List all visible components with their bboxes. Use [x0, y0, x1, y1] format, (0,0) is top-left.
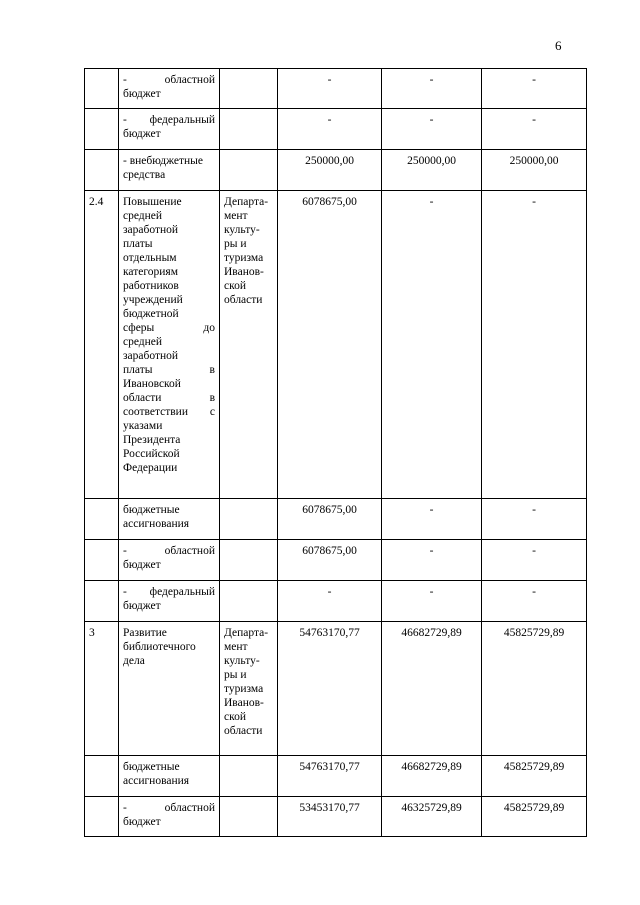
row-name [119, 540, 220, 581]
table-row [85, 540, 587, 581]
row-name-line: Развитие библиотечного дела [123, 627, 196, 667]
row-name-line: указами Президента Российской Федерации [123, 420, 181, 474]
row-number: 3 [85, 622, 119, 756]
row-name [119, 499, 220, 540]
row-name-line: средства [123, 169, 166, 181]
row-value-2: 46325729,89 [382, 797, 482, 837]
row-number [85, 581, 119, 622]
table-row [85, 150, 587, 191]
table-row [85, 797, 587, 837]
row-number: 2.4 [85, 191, 119, 499]
row-name [119, 191, 220, 499]
table-row [85, 191, 587, 499]
row-value-3: 250000,00 [482, 150, 587, 191]
row-value-1: 54763170,77 [278, 622, 382, 756]
row-name [119, 756, 220, 797]
row-name-line: Ивановской [123, 378, 181, 390]
row-name-line: соответствии с [123, 406, 215, 418]
row-number [85, 797, 119, 837]
row-name-line: бюджет [123, 88, 161, 100]
row-name [119, 150, 220, 191]
row-name [119, 797, 220, 837]
table-row [85, 581, 587, 622]
row-value-1: 6078675,00 [278, 191, 382, 499]
row-value-2: - [382, 499, 482, 540]
row-value-3: - [482, 581, 587, 622]
row-name-line: - федеральный [123, 114, 215, 126]
row-value-1: 250000,00 [278, 150, 382, 191]
row-name-line: бюджет [123, 816, 161, 828]
row-name-line: - федеральный [123, 586, 215, 598]
row-value-2: - [382, 581, 482, 622]
row-name-line: - внебюджетные [123, 155, 204, 167]
row-value-1: 6078675,00 [278, 499, 382, 540]
row-name-line: сферы до [123, 322, 215, 334]
row-value-3: - [482, 69, 587, 109]
row-name [119, 69, 220, 109]
row-number [85, 150, 119, 191]
row-executor [220, 150, 278, 191]
page-number: 6 [555, 38, 562, 53]
row-value-2: - [382, 69, 482, 109]
row-executor: Департа- мент культу- ры и туризма Иванов- ской области [220, 191, 278, 499]
row-value-1: 54763170,77 [278, 756, 382, 797]
row-number [85, 109, 119, 150]
table-row [85, 69, 587, 109]
table-row [85, 109, 587, 150]
row-value-3: 45825729,89 [482, 797, 587, 837]
row-name [119, 109, 220, 150]
row-name-line: бюджет [123, 128, 161, 140]
row-name-line: - областной [123, 545, 215, 557]
row-value-3: 45825729,89 [482, 622, 587, 756]
row-name-line: платы в [123, 364, 215, 376]
row-value-2: - [382, 540, 482, 581]
row-name-line: Повышение средней заработной платы отдельным категориям работников учреждений бюджетной [123, 196, 183, 320]
row-number [85, 499, 119, 540]
row-name-line: области в [123, 392, 215, 404]
row-value-3: - [482, 499, 587, 540]
table-row [85, 622, 587, 756]
row-executor [220, 797, 278, 837]
row-number [85, 540, 119, 581]
row-value-1: - [278, 109, 382, 150]
row-executor: Департа- мент культу- ры и туризма Иванов- ской области [220, 622, 278, 756]
row-number [85, 69, 119, 109]
row-value-3: - [482, 540, 587, 581]
row-name-line: бюджетные ассигнования [123, 761, 190, 787]
row-value-2: 46682729,89 [382, 756, 482, 797]
table-row [85, 756, 587, 797]
row-number [85, 756, 119, 797]
row-value-2: - [382, 109, 482, 150]
row-name-line: бюджет [123, 600, 161, 612]
row-executor [220, 540, 278, 581]
row-value-1: 53453170,77 [278, 797, 382, 837]
row-executor [220, 499, 278, 540]
row-executor [220, 109, 278, 150]
row-name-line: - областной [123, 74, 215, 86]
row-value-2: 46682729,89 [382, 622, 482, 756]
row-name [119, 622, 220, 756]
row-name-line: бюджет [123, 559, 161, 571]
table-row [85, 499, 587, 540]
row-name-line: средней заработной [123, 336, 179, 362]
row-name-line: - областной [123, 802, 215, 814]
row-value-3: 45825729,89 [482, 756, 587, 797]
row-value-2: - [382, 191, 482, 499]
row-executor [220, 756, 278, 797]
row-value-1: - [278, 581, 382, 622]
row-name [119, 581, 220, 622]
row-executor [220, 581, 278, 622]
budget-table [84, 68, 587, 837]
row-value-1: - [278, 69, 382, 109]
row-name-line: бюджетные ассигнования [123, 504, 190, 530]
row-executor [220, 69, 278, 109]
row-value-1: 6078675,00 [278, 540, 382, 581]
row-value-3: - [482, 191, 587, 499]
row-value-2: 250000,00 [382, 150, 482, 191]
row-value-3: - [482, 109, 587, 150]
